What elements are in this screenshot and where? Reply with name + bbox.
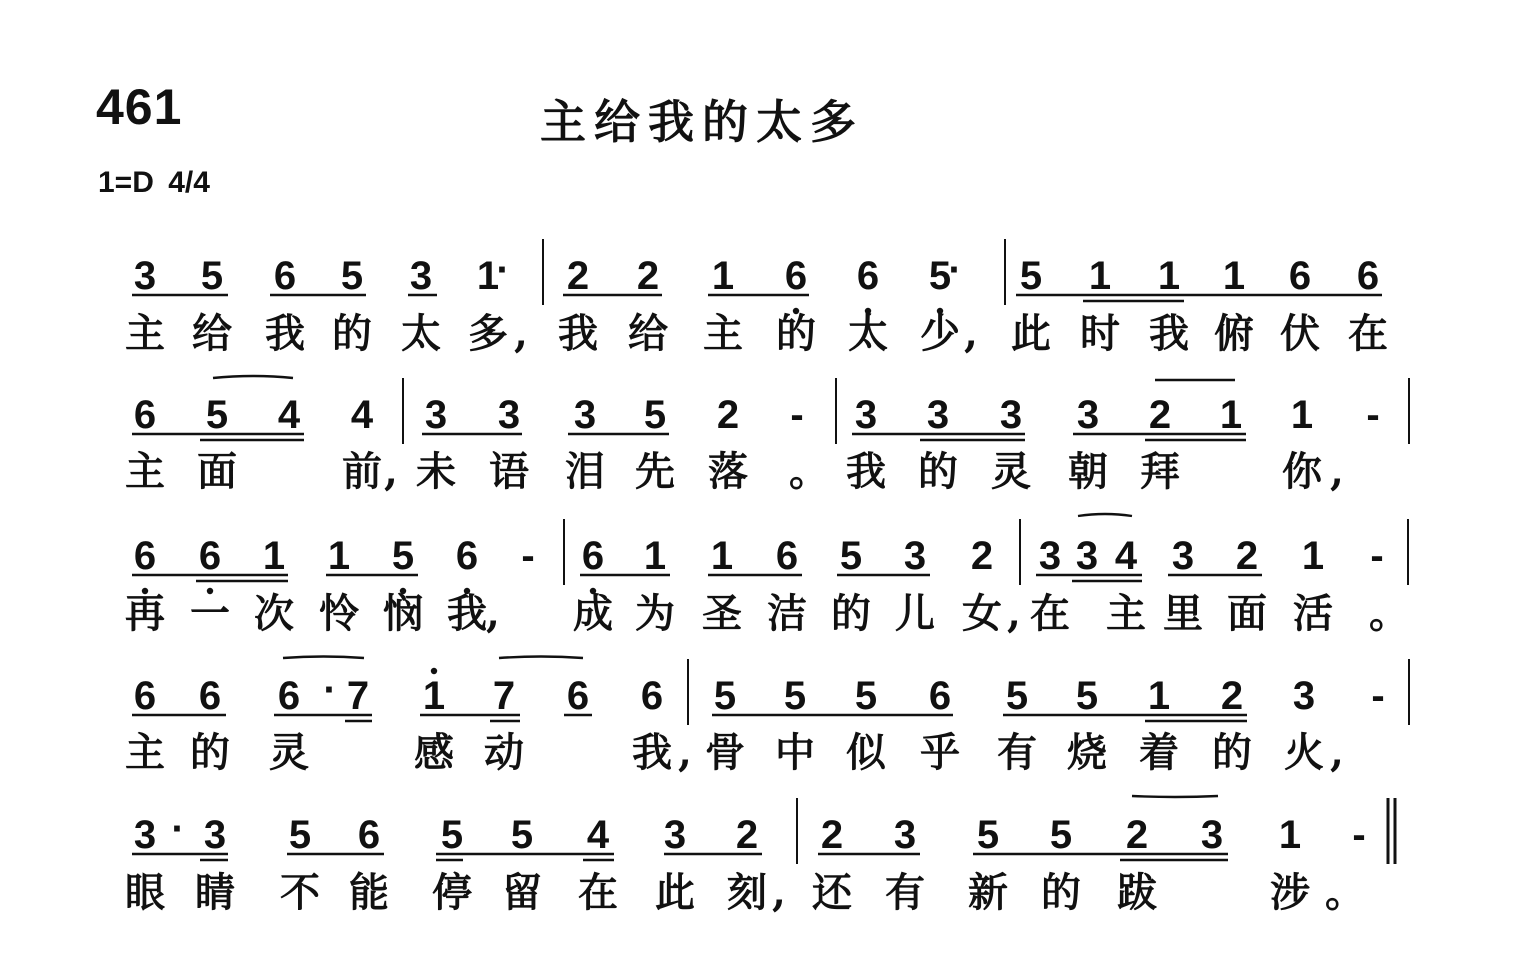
lyric-character: 此 <box>655 869 695 916</box>
lyric-character: 停 <box>432 869 472 916</box>
lyric-punctuation: 。 <box>1325 869 1365 916</box>
lyric-character: 还 <box>812 869 852 916</box>
lyric-character: 你 <box>1282 448 1322 495</box>
sustain-dash: - <box>521 534 535 578</box>
lyric-character: 给 <box>192 310 232 357</box>
jianpu-note: 2 <box>636 254 660 298</box>
hymn-title: 主给我的太多 <box>540 95 864 149</box>
jianpu-note: 5 <box>1005 674 1029 718</box>
jianpu-note: 1 <box>711 254 735 298</box>
lyric-character: 不 <box>280 869 320 916</box>
lyric-character: 拜 <box>1140 448 1180 495</box>
dotted-rhythm-dot: · <box>948 248 962 292</box>
jianpu-note: 7 <box>492 674 516 718</box>
jianpu-note: 3 <box>409 254 433 298</box>
jianpu-note: 5 <box>205 393 229 437</box>
jianpu-note: 6 <box>581 534 605 578</box>
jianpu-note: 1 <box>1157 254 1181 298</box>
jianpu-note: 2 <box>970 534 994 578</box>
jianpu-note: 3 <box>497 393 521 437</box>
jianpu-note: 1 <box>710 534 734 578</box>
lyric-character: 此 <box>1011 310 1051 357</box>
hymn-number: 461 <box>96 79 183 135</box>
lyric-character: 在 <box>1348 310 1388 357</box>
lyric-character: 女 <box>962 590 1002 637</box>
jianpu-note: 6 <box>640 674 664 718</box>
lyric-punctuation: , <box>1330 448 1344 495</box>
score-system <box>125 376 1409 495</box>
lyric-character: 先 <box>635 448 675 495</box>
jianpu-note: 6 <box>198 674 222 718</box>
lyric-character: 有 <box>885 869 925 916</box>
slur <box>1132 796 1218 797</box>
lyric-character: 怜 <box>319 590 359 637</box>
lyric-character: 未 <box>416 448 456 495</box>
jianpu-note: 5 <box>643 393 667 437</box>
lyric-character: 骨 <box>705 729 745 776</box>
jianpu-note: 1 <box>422 674 446 718</box>
jianpu-note: 5 <box>340 254 364 298</box>
jianpu-note: 2 <box>566 254 590 298</box>
lyric-character: 面 <box>197 448 237 495</box>
jianpu-note: 6 <box>133 674 157 718</box>
jianpu-note: 7 <box>346 674 370 718</box>
jianpu-note: 3 <box>424 393 448 437</box>
lyric-character: 似 <box>846 729 886 776</box>
lyric-character: 灵 <box>991 448 1031 495</box>
lyric-character: 火 <box>1284 729 1324 776</box>
jianpu-note: 2 <box>735 813 759 857</box>
jianpu-note: 1 <box>327 534 351 578</box>
jianpu-note: 3 <box>1076 393 1100 437</box>
lyric-character: 的 <box>831 590 871 637</box>
score-system <box>125 796 1395 916</box>
jianpu-note: 3 <box>893 813 917 857</box>
lyric-character: 一 <box>190 590 230 637</box>
sustain-dash: - <box>1366 393 1380 437</box>
lyric-character: 有 <box>997 729 1037 776</box>
jianpu-note: 3 <box>133 254 157 298</box>
lyric-character: 乎 <box>920 729 960 776</box>
jianpu-note: 2 <box>1220 674 1244 718</box>
jianpu-note: 6 <box>784 254 808 298</box>
jianpu-note: 5 <box>713 674 737 718</box>
jianpu-note: 3 <box>573 393 597 437</box>
lyric-character: 主 <box>125 729 165 776</box>
score-system <box>125 514 1409 637</box>
jianpu-note: 3 <box>1075 534 1099 578</box>
jianpu-note: 5 <box>976 813 1000 857</box>
slur <box>1078 514 1132 516</box>
lyric-character: 洁 <box>767 590 807 637</box>
lyric-character: 涉 <box>1270 869 1310 916</box>
jianpu-note: 3 <box>999 393 1023 437</box>
jianpu-note: 5 <box>1019 254 1043 298</box>
jianpu-note: 3 <box>1200 813 1224 857</box>
jianpu-note: 6 <box>133 393 157 437</box>
jianpu-note: 5 <box>510 813 534 857</box>
jianpu-note: 1 <box>476 254 500 298</box>
lyric-character: 主 <box>125 310 165 357</box>
jianpu-note: 1 <box>643 534 667 578</box>
jianpu-note: 3 <box>926 393 950 437</box>
jianpu-note: 1 <box>1088 254 1112 298</box>
lyric-character: 时 <box>1080 310 1120 357</box>
jianpu-note: 5 <box>440 813 464 857</box>
lyric-character: 的 <box>1212 729 1252 776</box>
lyric-character: 我 <box>265 310 305 357</box>
dotted-rhythm-dot: · <box>496 248 510 292</box>
lyric-character: 刻 <box>727 869 767 916</box>
jianpu-note: 1 <box>1222 254 1246 298</box>
jianpu-note: 3 <box>1171 534 1195 578</box>
lyric-character: 语 <box>489 448 529 495</box>
lyric-punctuation: 。 <box>789 448 829 495</box>
jianpu-note: 1 <box>1301 534 1325 578</box>
jianpu-note: 5 <box>783 674 807 718</box>
lyric-punctuation: , <box>678 729 692 776</box>
jianpu-note: 5 <box>200 254 224 298</box>
jianpu-note: 6 <box>1288 254 1312 298</box>
lyric-character: 主 <box>125 448 165 495</box>
jianpu-note: 1 <box>1278 813 1302 857</box>
jianpu-note: 6 <box>273 254 297 298</box>
lyric-character: 灵 <box>269 729 309 776</box>
slur <box>499 657 583 659</box>
lyric-character: 落 <box>708 448 748 495</box>
lyric-character: 烧 <box>1067 729 1107 776</box>
jianpu-note: 6 <box>455 534 479 578</box>
jianpu-note: 4 <box>277 393 301 437</box>
jianpu-note: 3 <box>1292 674 1316 718</box>
jianpu-note: 1 <box>1290 393 1314 437</box>
lyric-character: 我 <box>447 590 487 637</box>
lyric-character: 泪 <box>565 448 605 495</box>
lyric-character: 次 <box>254 590 294 637</box>
slur <box>283 657 364 659</box>
jianpu-note: 5 <box>839 534 863 578</box>
jianpu-note: 3 <box>663 813 687 857</box>
lyric-character: 我 <box>558 310 598 357</box>
lyric-character: 着 <box>1139 729 1179 776</box>
dotted-rhythm-dot: · <box>171 807 185 851</box>
lyric-character: 感 <box>414 729 454 776</box>
jianpu-note: 5 <box>854 674 878 718</box>
score-system <box>125 239 1388 357</box>
lyric-character: 跋 <box>1117 869 1157 916</box>
jianpu-note: 5 <box>391 534 415 578</box>
jianpu-note: 1 <box>262 534 286 578</box>
lyric-character: 前 <box>342 448 382 495</box>
jianpu-note: 5 <box>288 813 312 857</box>
sustain-dash: - <box>1370 534 1384 578</box>
lyric-character: 里 <box>1163 590 1203 637</box>
jianpu-note: 4 <box>586 813 610 857</box>
lyric-character: 朝 <box>1068 448 1108 495</box>
slur <box>213 376 293 378</box>
sustain-dash: - <box>1352 813 1366 857</box>
jianpu-note: 6 <box>357 813 381 857</box>
lyric-character: 中 <box>775 729 815 776</box>
lyric-character: 主 <box>1106 590 1146 637</box>
lyric-punctuation: , <box>964 310 978 357</box>
jianpu-note: 3 <box>1038 534 1062 578</box>
jianpu-note: 6 <box>198 534 222 578</box>
sustain-dash: - <box>1371 674 1385 718</box>
lyric-character: 的 <box>190 729 230 776</box>
lyric-character: 我 <box>1149 310 1189 357</box>
jianpu-note: 5 <box>928 254 952 298</box>
jianpu-note: 6 <box>133 534 157 578</box>
lyric-character: 我 <box>846 448 886 495</box>
lyric-character: 悯 <box>383 590 423 637</box>
lyric-character: 为 <box>635 590 675 637</box>
lyric-character: 主 <box>703 310 743 357</box>
jianpu-note: 2 <box>716 393 740 437</box>
jianpu-note: 6 <box>928 674 952 718</box>
lyric-character: 面 <box>1227 590 1267 637</box>
jianpu-note: 5 <box>1049 813 1073 857</box>
jianpu-note: 4 <box>1114 534 1138 578</box>
jianpu-note: 6 <box>775 534 799 578</box>
lyric-character: 留 <box>502 869 542 916</box>
jianpu-note: 2 <box>1235 534 1259 578</box>
jianpu-note: 1 <box>1147 674 1171 718</box>
lyric-character: 太 <box>848 310 888 357</box>
lyric-character: 少 <box>920 310 960 357</box>
lyric-character: 多 <box>468 310 508 357</box>
jianpu-note: 2 <box>820 813 844 857</box>
dotted-rhythm-dot: · <box>323 668 337 712</box>
lyric-punctuation: 。 <box>1369 590 1409 637</box>
lyric-character: 睛 <box>195 869 235 916</box>
lyric-punctuation: , <box>1007 590 1021 637</box>
lyric-character: 能 <box>349 869 389 916</box>
lyric-character: 的 <box>332 310 372 357</box>
lyric-character: 我 <box>632 729 672 776</box>
octave-dot <box>431 668 437 674</box>
jianpu-note: 3 <box>133 813 157 857</box>
jianpu-note: 3 <box>203 813 227 857</box>
jianpu-note: 5 <box>1075 674 1099 718</box>
key-signature: 1=D 4/4 <box>98 166 210 199</box>
jianpu-note: 2 <box>1148 393 1172 437</box>
lyric-punctuation: , <box>772 869 786 916</box>
lyric-character: 新 <box>968 869 1008 916</box>
jianpu-note: 6 <box>1356 254 1380 298</box>
jianpu-note: 3 <box>854 393 878 437</box>
lyric-character: 太 <box>401 310 441 357</box>
lyric-character: 动 <box>484 729 524 776</box>
lyric-character: 在 <box>1030 590 1070 637</box>
score-system <box>125 657 1409 777</box>
jianpu-note: 6 <box>856 254 880 298</box>
lyric-character: 圣 <box>702 590 742 637</box>
jianpu-note: 1 <box>1219 393 1243 437</box>
lyric-character: 在 <box>578 869 618 916</box>
jianpu-note: 2 <box>1125 813 1149 857</box>
lyric-character: 眼 <box>125 869 165 916</box>
lyric-character: 给 <box>628 310 668 357</box>
sustain-dash: - <box>790 393 804 437</box>
lyric-character: 伏 <box>1280 310 1320 357</box>
lyric-character: 再 <box>125 590 165 637</box>
jianpu-note: 6 <box>566 674 590 718</box>
lyric-character: 的 <box>1041 869 1081 916</box>
jianpu-note: 3 <box>903 534 927 578</box>
lyric-punctuation: , <box>486 590 500 637</box>
lyric-character: 的 <box>776 310 816 357</box>
lyric-character: 俯 <box>1214 310 1254 357</box>
jianpu-note: 4 <box>350 393 374 437</box>
lyric-punctuation: , <box>514 310 528 357</box>
lyric-punctuation: , <box>1330 729 1344 776</box>
lyric-punctuation: , <box>384 448 398 495</box>
lyric-character: 儿 <box>895 590 935 637</box>
lyric-character: 成 <box>573 590 613 637</box>
lyric-character: 的 <box>918 448 958 495</box>
jianpu-note: 6 <box>277 674 301 718</box>
lyric-character: 活 <box>1293 590 1333 637</box>
